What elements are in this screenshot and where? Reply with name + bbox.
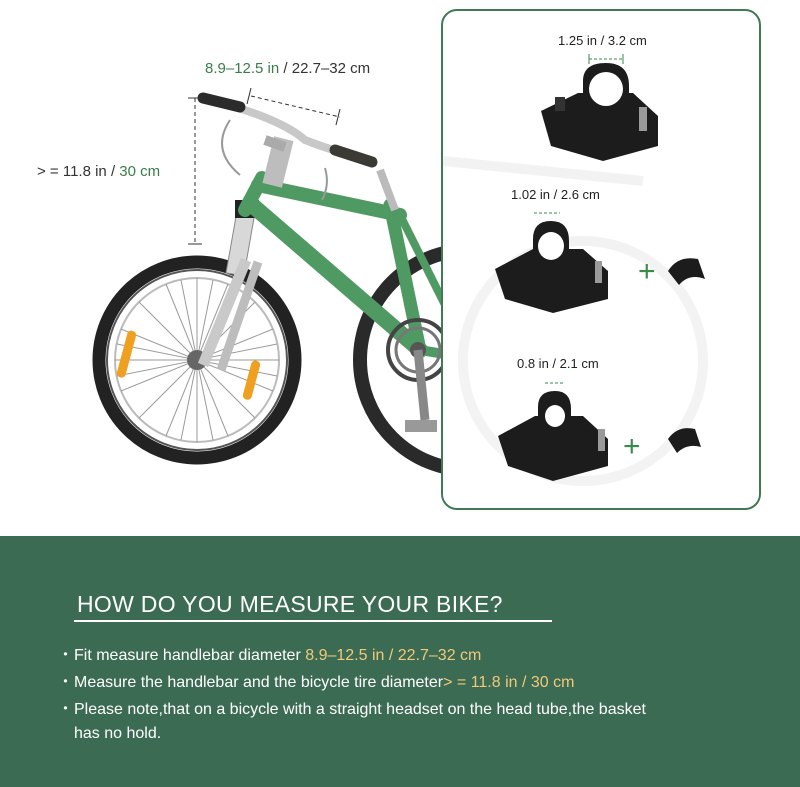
clamp-size-label-3: 0.8 in / 2.1 cm (517, 356, 599, 371)
clamp-large (541, 54, 658, 161)
plus-sign-2: + (623, 430, 641, 463)
measurement-instructions (0, 536, 800, 787)
instruction-text: Measure the handlebar and the bicycle tire diameter (74, 674, 444, 691)
instruction-highlight: > = 11.8 in / 30 cm (443, 674, 575, 691)
front-wheel (99, 262, 295, 458)
handlebar-width-value: 8.9–12.5 in (205, 60, 280, 77)
instruction-item (57, 669, 777, 695)
title-underline (74, 620, 552, 622)
clamp-medium (495, 213, 705, 313)
instruction-item (57, 642, 777, 668)
clamp-drawings (443, 11, 761, 510)
clamp-small (498, 383, 701, 481)
instruction-item (57, 696, 777, 746)
instruction-highlight: 8.9–12.5 in / 22.7–32 cm (305, 647, 482, 664)
tire-height-dimension (188, 98, 202, 244)
handlebar-width-label (205, 60, 370, 77)
clamp-size-label-2: 1.02 in / 2.6 cm (511, 187, 600, 202)
clamp-size-label-1: 1.25 in / 3.2 cm (558, 33, 647, 48)
front-fork (203, 200, 259, 370)
bullet-icon: • (63, 674, 68, 688)
plus-sign-1: + (638, 255, 656, 288)
instruction-text: Fit measure handlebar diameter (74, 647, 306, 664)
instruction-text: Please note,that on a bicycle with a straight headset on the head tube,the basket (74, 701, 646, 718)
tire-height-value: > = 11.8 in (37, 163, 107, 180)
instruction-text-continued: has no hold. (74, 725, 162, 742)
handlebar-width-metric: 22.7–32 cm (291, 60, 371, 77)
tire-height-separator: / (106, 163, 120, 180)
tire-height-metric: 30 cm (119, 163, 161, 180)
instructions-title: HOW DO YOU MEASURE YOUR BIKE? (77, 591, 503, 617)
tire-height-label (37, 163, 160, 180)
handlebar-width-separator: / (279, 60, 292, 77)
clamp-sizes-panel (441, 9, 761, 510)
bullet-icon: • (63, 647, 68, 661)
bullet-icon: • (63, 701, 68, 715)
